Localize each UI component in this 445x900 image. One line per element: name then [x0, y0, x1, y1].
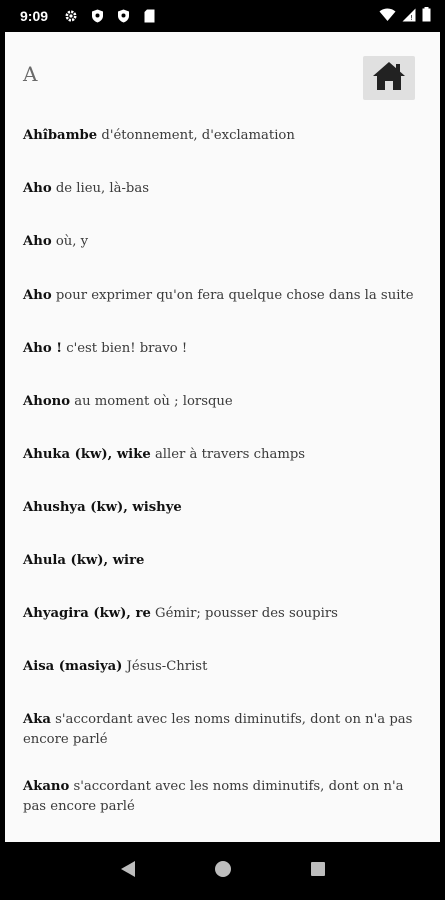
list-item[interactable] — [23, 286, 423, 306]
wifi-icon — [379, 8, 396, 25]
home-nav-button[interactable] — [203, 851, 243, 891]
entry-definition: s'accordant avec les noms diminutifs, dont on n'a pas encore parlé — [23, 712, 413, 747]
list-item[interactable] — [23, 777, 423, 817]
entry-word: Akano — [23, 779, 70, 794]
back-triangle-icon — [119, 859, 137, 883]
entry-word: Aho ! — [23, 341, 62, 356]
list-item[interactable] — [23, 657, 423, 677]
entry-word: Ahushya (kw), wishye — [23, 500, 182, 515]
entry-word: Ahîbambe — [23, 128, 98, 143]
home-icon — [372, 61, 406, 95]
entry-definition: c'est bien! bravo ! — [66, 341, 188, 356]
shield-icon — [88, 7, 106, 25]
entry-definition: au moment où ; lorsque — [74, 394, 233, 409]
home-circle-icon — [214, 860, 232, 882]
dictionary-page[interactable] — [5, 32, 440, 842]
list-item[interactable] — [23, 232, 423, 252]
sd-card-icon — [140, 7, 158, 25]
entry-word: Ahyagira (kw), re — [23, 606, 151, 621]
entry-word: Aisa (masiya) — [23, 659, 123, 674]
entry-word: Aka — [23, 712, 51, 727]
shield-icon — [114, 7, 132, 25]
list-item[interactable] — [23, 498, 423, 518]
status-right — [379, 7, 431, 25]
entry-word: Aho — [23, 181, 52, 196]
entry-word: Aho — [23, 234, 52, 249]
list-item[interactable] — [23, 551, 423, 571]
home-button[interactable] — [363, 56, 415, 100]
list-item[interactable] — [23, 339, 423, 359]
entry-definition: pour exprimer qu'on fera quelque chose dans la suite — [55, 288, 414, 303]
entry-definition: de lieu, là-bas — [55, 181, 149, 196]
entry-definition: où, y — [55, 234, 89, 249]
entry-word: Ahuka (kw), wike — [23, 447, 151, 462]
list-item[interactable] — [23, 710, 423, 750]
entry-definition: s'accordant avec les noms diminutifs, dont on n'a pas encore parlé — [23, 779, 404, 814]
recents-button[interactable] — [298, 851, 338, 891]
entry-definition: aller à travers champs — [154, 447, 306, 462]
list-item[interactable] — [23, 392, 423, 412]
battery-icon — [422, 7, 431, 25]
entry-definition: d'étonnement, d'exclamation — [101, 128, 295, 143]
navigation-bar — [0, 842, 445, 900]
back-button[interactable] — [108, 851, 148, 891]
gear-icon — [62, 7, 80, 25]
recents-square-icon — [310, 861, 326, 881]
entry-word: Ahula (kw), wire — [23, 553, 145, 568]
list-item[interactable] — [23, 604, 423, 624]
signal-icon — [402, 8, 416, 25]
entry-word: Ahono — [23, 394, 70, 409]
entry-definition: Jésus-Christ — [126, 659, 208, 674]
svg-text:!: ! — [410, 13, 413, 22]
list-item[interactable] — [23, 179, 423, 199]
list-item[interactable] — [23, 445, 423, 465]
status-bar — [0, 0, 445, 32]
list-item[interactable] — [23, 126, 423, 146]
status-time: 9:09 — [20, 8, 49, 24]
entry-definition: Gémir; pousser des soupirs — [155, 606, 338, 621]
letter-heading: A — [23, 62, 38, 86]
entry-word: Aho — [23, 288, 52, 303]
